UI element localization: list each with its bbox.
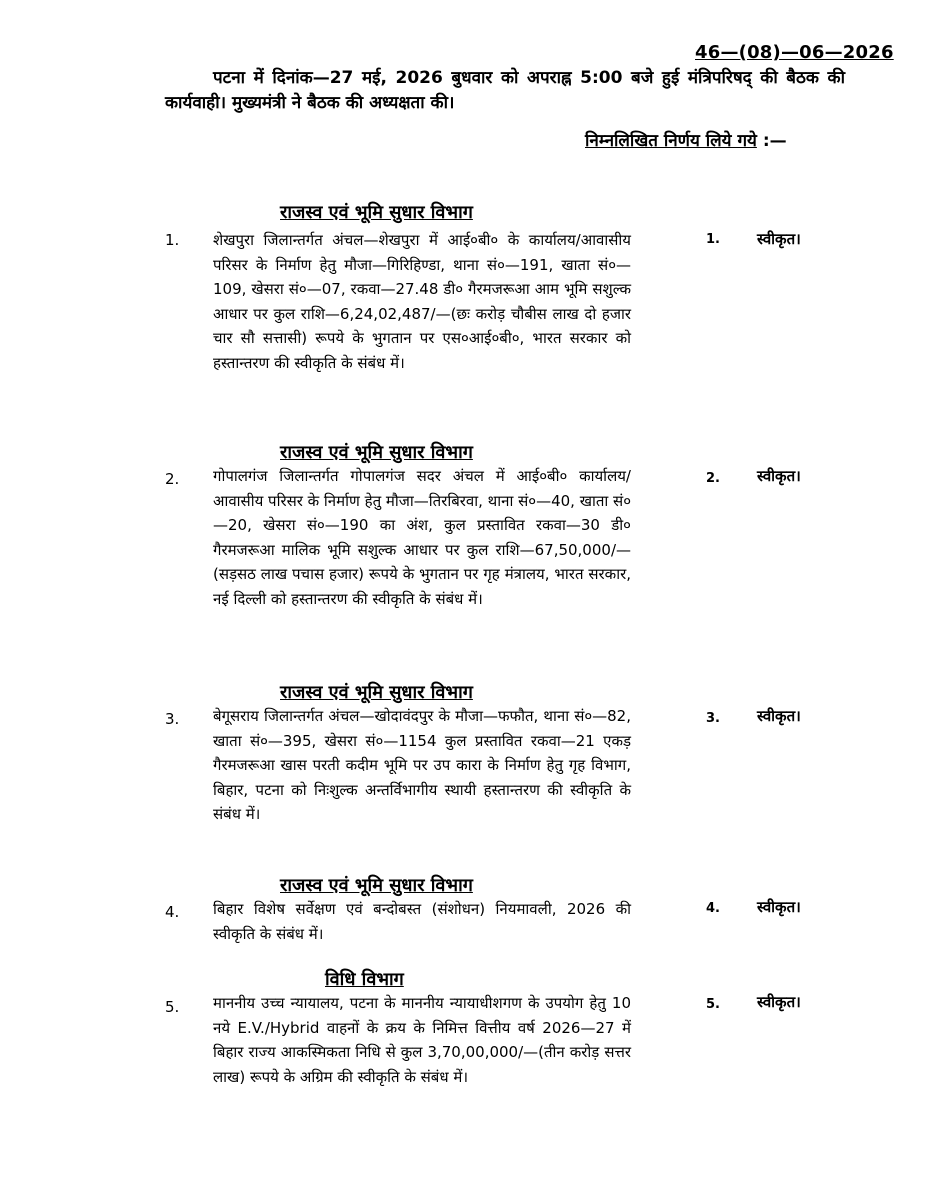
decisions-heading-suffix: :— — [762, 131, 787, 151]
decisions-heading-label: निम्नलिखित निर्णय लिये गये — [585, 131, 757, 151]
item-description: बिहार विशेष सर्वेक्षण एवं बन्दोबस्त (संशोधन) नियमावली, 2026 की स्वीकृति के संबंध में। — [213, 900, 631, 943]
item-number: 1. — [165, 231, 180, 249]
item-description: बेगूसराय जिलान्तर्गत अंचल—खोदावंदपुर के मौजा—फफौत, थाना सं०—82, खाता सं०—395, खेसरा सं०—1154 कुल प्रस्तावित रकवा—21 एकड़ गैरमजरूआ खास परती कदीम भूमि पर उप कारा के निर्माण हेतु गृह विभाग, बिहार, पटना को निःशुल्क अन्तर्विभागीय स्थायी हस्तान्तरण की स्वीकृति के संबंध में। — [213, 707, 631, 823]
item-description: गोपालगंज जिलान्तर्गत गोपालगंज सदर अंचल में आई०बी० कार्यालय/आवासीय परिसर के निर्माण हेतु मौजा—तिरबिरवा, थाना सं०—40, खाता सं०—20, खेसरा सं०—190 का अंश, कुल प्रस्तावित रकवा—30 डी० गैरमजरूआ मालिक भूमि सशुल्क आधार पर कुल राशि—67,50,000/—(सड़सठ लाख पचास हजार) रूपये के भुगतान पर गृह मंत्रालय, भारत सरकार, नई दिल्ली को हस्तान्तरण की स्वीकृति के संबंध में। — [213, 467, 631, 608]
item-description: शेखपुरा जिलान्तर्गत अंचल—शेखपुरा में आई०बी० के कार्यालय/आवासीय परिसर के निर्माण हेतु मौजा—गिरिहिण्डा, थाना सं०—191, खाता सं०—109, खेसरा सं०—07, रकवा—27.48 डी० गैरमजरूआ आम भूमि सशुल्क आधार पर कुल राशि—6,24,02,487/—(छः करोड़ चौबीस लाख दो हजार चार सौ सत्तासी) रूपये के भुगतान पर एस०आई०बी०, भारत सरकार को हस्तान्तरण की स्वीकृति के संबंध में। — [213, 231, 631, 372]
decision-number: 5. — [706, 997, 720, 1012]
item-description: माननीय उच्च न्यायालय, पटना के माननीय न्यायाधीशगण के उपयोग हेतु 10 नये E.V./Hybrid वाहनों के क्रय के निमित्त वित्तीय वर्ष 2026—27 में बिहार राज्य आकस्मिकता निधि से कुल 3,70,00,000/—(तीन करोड़ सत्तर लाख) रूपये के अग्रिम की स्वीकृति के संबंध में। — [213, 994, 631, 1086]
decision-number: 3. — [706, 711, 720, 726]
decision-status: स्वीकृत। — [757, 993, 801, 1011]
decision-status: स्वीकृत। — [757, 230, 801, 248]
document-reference-number: 46—(08)—06—2026 — [695, 42, 894, 63]
department-heading: विधि विभाग — [325, 969, 404, 990]
decision-status: स्वीकृत। — [757, 707, 801, 725]
decision-number: 2. — [706, 471, 720, 486]
decision-number: 4. — [706, 901, 720, 916]
department-heading: राजस्व एवं भूमि सुधार विभाग — [280, 875, 473, 896]
department-heading: राजस्व एवं भूमि सुधार विभाग — [280, 442, 473, 463]
decisions-heading — [585, 128, 787, 151]
item-number: 2. — [165, 470, 180, 488]
item-number: 5. — [165, 998, 180, 1016]
item-number: 4. — [165, 903, 180, 921]
decision-status: स्वीकृत। — [757, 898, 801, 916]
decision-number: 1. — [706, 232, 720, 247]
item-number: 3. — [165, 710, 180, 728]
meeting-intro-paragraph: पटना में दिनांक—27 मई, 2026 बुधवार को अपराह्न 5:00 बजे हुई मंत्रिपरिषद् की बैठक की कार्यवाही। मुख्यमंत्री ने बैठक की अध्यक्षता की। — [165, 68, 845, 113]
decision-status: स्वीकृत। — [757, 467, 801, 485]
department-heading: राजस्व एवं भूमि सुधार विभाग — [280, 202, 473, 223]
department-heading: राजस्व एवं भूमि सुधार विभाग — [280, 682, 473, 703]
